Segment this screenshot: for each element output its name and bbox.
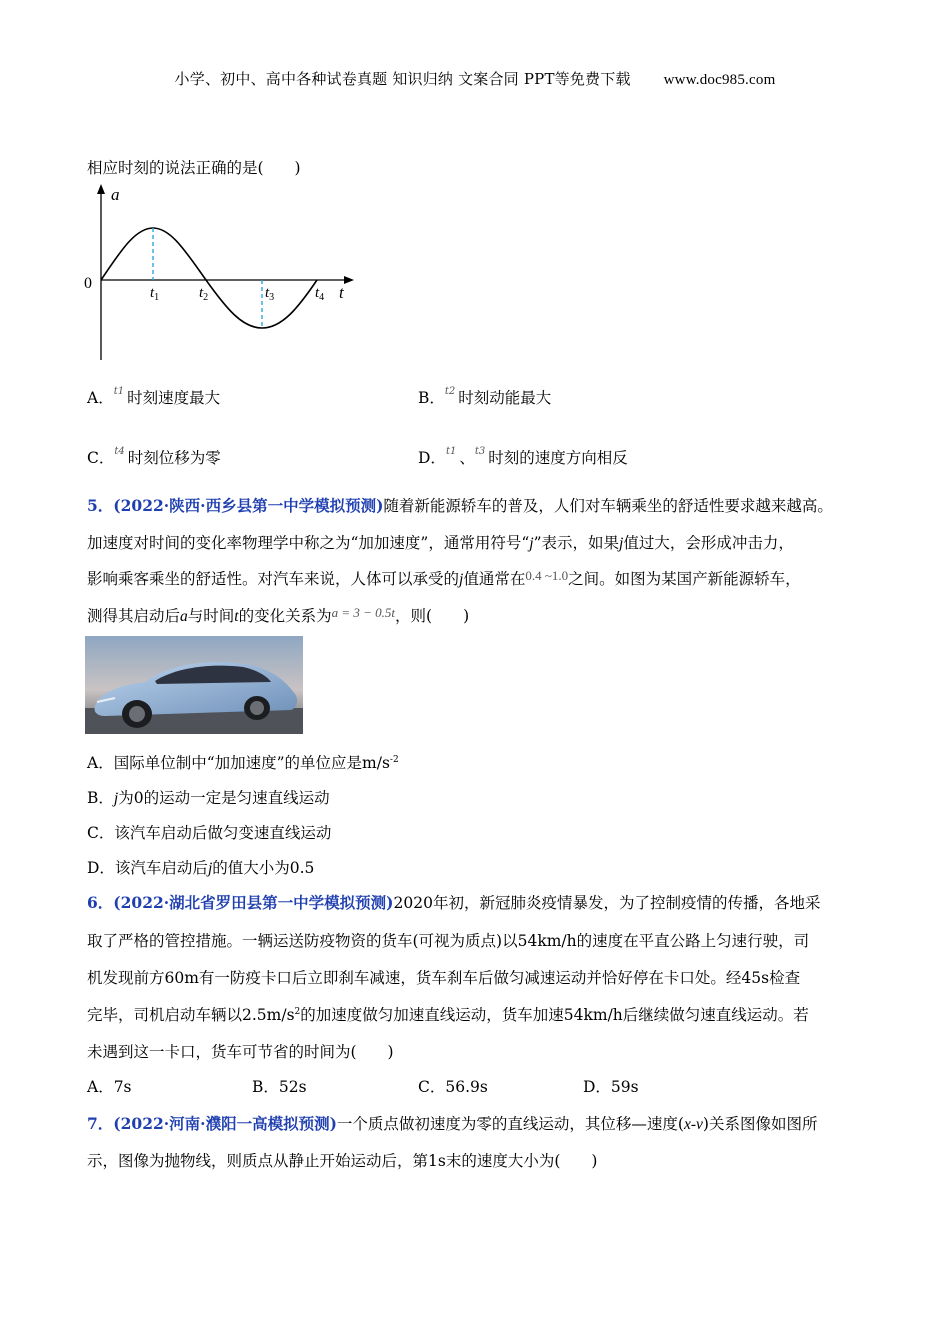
- q6-number: 6．: [87, 893, 114, 912]
- car-photo: [85, 636, 303, 734]
- q7-number: 7．: [87, 1114, 114, 1133]
- q5-line-2: 加速度对时间的变化率物理学中称之为“加加速度”，通常用符号“j”表示，如果j值过大，会形成冲击力，: [87, 534, 794, 552]
- graph-x-arrow: [344, 276, 354, 284]
- q4-option-c[interactable]: C．$^{t4}$ 时刻位移为零: [87, 446, 221, 467]
- q6-line-1: 6．(2022·湖北省罗田县第一中学模拟预测)2020年初，新冠肺炎疫情暴发，为了控制疫情的传播，各地采: [87, 893, 821, 912]
- q6-option-b[interactable]: B．52s: [252, 1078, 307, 1096]
- graph-tick-t3: $t_3$: [265, 285, 275, 303]
- q7-source: (2022·河南·濮阳一高模拟预测): [113, 1114, 337, 1133]
- q5-option-a[interactable]: A．国际单位制中“加加速度”的单位应是$m/s^{-2}$: [87, 754, 399, 772]
- q5-option-d[interactable]: D．该汽车启动后j的值大小为0.5: [87, 859, 315, 877]
- q6-option-c[interactable]: C．56.9s: [418, 1078, 488, 1096]
- header-text: 小学、初中、高中各种试卷真题 知识归纳 文案合同 PPT等免费下载: [174, 70, 631, 88]
- q6-line-2: 取了严格的管控措施。一辆运送防疫物资的货车(可视为质点)以54km/h的速度在平直公路上匀速行驶，司: [87, 932, 810, 950]
- q4-stem-end: 相应时刻的说法正确的是( ): [87, 159, 301, 177]
- q6-line-5: 未遇到这一卡口，货车可节省的时间为( ): [87, 1043, 394, 1061]
- q6-line-3: 机发现前方60m有一防疫卡口后立即刹车减速，货车刹车后做匀减速运动并恰好停在卡口处。经45s检查: [87, 969, 801, 987]
- q6-option-d[interactable]: D．59s: [583, 1078, 639, 1096]
- q7-line-1: 7．(2022·河南·濮阳一高模拟预测)一个质点做初速度为零的直线运动，其位移—速度(x-v)关系图像如图所: [87, 1114, 818, 1133]
- q5-line-3: 影响乘客乘坐的舒适性。对汽车来说，人体可以承受的j值通常在$^{0.4 \sim 1.0}$之间。如图为某国产新能源轿车，: [87, 568, 801, 588]
- graph-sine-curve: [101, 228, 317, 328]
- graph-tick-t1: $t_1$: [150, 285, 160, 303]
- graph-y-arrow: [97, 184, 105, 194]
- graph-origin-label: 0: [84, 275, 92, 292]
- q4-acceleration-graph: [80, 180, 370, 365]
- q6-source: (2022·湖北省罗田县第一中学模拟预测): [113, 893, 394, 912]
- q5-source: (2022·陕西·西乡县第一中学模拟预测): [113, 496, 384, 515]
- q5-option-c[interactable]: C．该汽车启动后做匀变速直线运动: [87, 824, 332, 842]
- q6-option-a[interactable]: A．7s: [87, 1078, 132, 1096]
- graph-tick-t4: $t_4$: [315, 285, 325, 303]
- header-site[interactable]: www.doc985.com: [663, 72, 776, 88]
- q5-line-4: 测得其启动后a与时间t的变化关系为$^{a = 3 - 0.5t}$，则( ): [87, 605, 470, 625]
- q5-option-b[interactable]: B．j为0的运动一定是匀速直线运动: [87, 789, 330, 807]
- graph-y-label: a: [111, 185, 120, 204]
- q7-line-2: 示，图像为抛物线，则质点从静止开始运动后，第1s末的速度大小为( ): [87, 1152, 598, 1170]
- q4-option-a[interactable]: A．$^{t1}$ 时刻速度最大: [87, 386, 221, 407]
- q4-option-b[interactable]: B．$^{t2}$ 时刻动能最大: [418, 386, 552, 407]
- graph-tick-t2: $t_2$: [199, 285, 209, 303]
- q5-line-1: 5．(2022·陕西·西乡县第一中学模拟预测)随着新能源轿车的普及，人们对车辆乘坐的舒适性要求越来越高。: [87, 496, 833, 515]
- page-header: [0, 68, 950, 89]
- q6-line-4: 完毕，司机启动车辆以$2.5m/s^2$的加速度做匀加速直线运动，货车加速54km/h后继续做匀速直线运动。若: [87, 1006, 809, 1024]
- q4-option-d[interactable]: D．$^{t1}$ 、$^{t3}$ 时刻的速度方向相反: [418, 446, 628, 467]
- q5-number: 5．: [87, 496, 114, 515]
- graph-x-label: t: [339, 283, 344, 302]
